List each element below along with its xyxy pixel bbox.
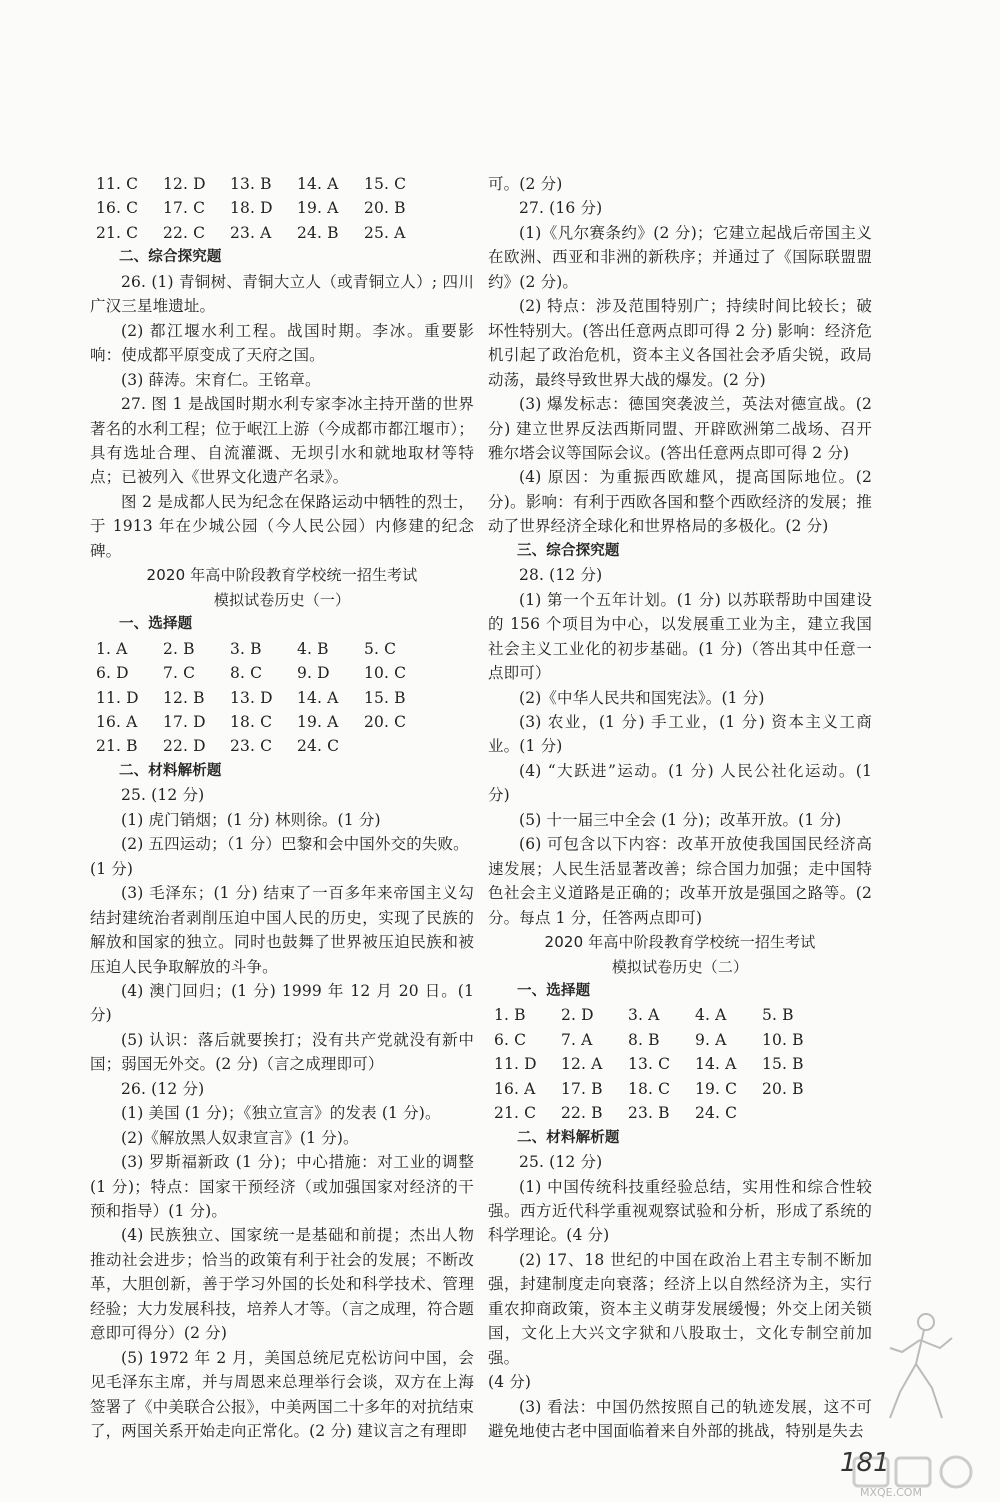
answer-cell: 15. C [364,175,407,193]
section-heading: 一、选择题 [119,616,193,633]
answer-row [488,1077,872,1101]
answer-cell: 8. C [230,664,263,683]
answer-cell: 7. A [561,1030,593,1049]
answer-cell: 14. A [695,1055,737,1074]
answer-cell: 4. B [297,639,329,658]
answer-cell: 15. B [364,688,406,707]
answer-cell: 3. B [230,639,262,658]
left-column [90,172,474,1444]
answer-paragraph: (5) 十一届三中全会 (1 分)；改革开放。(1 分) [519,810,842,829]
answer-cell: 21. C [494,1104,537,1123]
answer-row [90,196,474,220]
answer-paragraph: (5) 认识：落后就要挨打；没有共产党就没有新中国；弱国无外交。(2 分)（言之成理即可） [90,1030,474,1074]
answer-paragraph: (4) 原因：为重振西欧雄风，提高国际地位。(2 分)。影响：有利于西欧各国和整个西欧经济的发展；推动了世界经济全球化和世界格局的多极化。(2 分) [488,468,872,536]
answer-cell: 6. C [494,1030,527,1049]
answer-paragraph: (3) 看法：中国仍然按照自己的轨迹发展，这不可避免地使古老中国面临着来自外部的挑战，特别是失去 [488,1397,872,1441]
exam-title: 2020 年高中阶段教育学校统一招生考试 [146,566,418,585]
answer-paragraph: (6) 可包含以下内容：改革开放使我国国民经济高速发展；人民生活显著改善；综合国力加强；走中国特色社会主义道路是正确的；改革开放是强国之路等。(2 分。每点 1 分，任答两点即可) [488,835,872,927]
answer-cell: 23. B [628,1104,670,1123]
answer-paragraph: (3) 毛泽东；(1 分) 结束了一百多年来帝国主义勾结封建统治者剥削压迫中国人民的历史，实现了民族的解放和国家的独立。同时也鼓舞了世界被压迫民族和被压迫人民争取解放的斗争。 [90,884,474,976]
answer-cell: 5. B [762,1006,794,1025]
answer-paragraph: 26. (1) 青铜树、青铜大立人（或青铜立人）; 四川广汉三星堆遗址。 [90,272,474,316]
answer-paragraph: (3) 罗斯福新政 (1 分)；中心措施：对工业的调整 (1 分)；特点：国家干预经济（或加强国家对经济的干预和指导）(1 分)。 [90,1153,474,1221]
answer-cell: 12. A [561,1055,603,1074]
answer-cell: 9. D [297,664,330,683]
answer-cell: 15. B [762,1055,804,1074]
answer-row [90,661,474,685]
answer-cell: 22. D [163,737,206,756]
answer-paragraph: 25. (12 分) [519,1153,603,1172]
answer-cell [364,734,431,758]
answer-paragraph: 图 2 是成都人民为纪念在保路运动中牺牲的烈士，于 1913 年在少城公园（今人民公园）内修建的纪念碑。 [90,492,474,560]
svg-text:MXQE.COM: MXQE.COM [860,1486,922,1499]
answer-paragraph: 26. (12 分) [121,1079,205,1098]
answer-cell: 19. A [297,712,339,731]
exam-title: 模拟试卷历史（一） [213,590,351,609]
answer-cell: 13. D [230,688,273,707]
answer-cell: 23. A [230,223,272,242]
answer-cell: 17. B [561,1079,603,1098]
section-heading: 二、材料解析题 [119,762,222,779]
answer-cell: 8. B [628,1030,660,1049]
paragraph-continuation: (4 分) [488,1373,532,1392]
answer-cell: 11. C [96,175,139,193]
answer-paragraph: (4) 民族独立、国家统一是基础和前提；杰出人物推动社会进步；恰当的政策有利于社会的发展；不断改革，大胆创新，善于学习外国的长处和科学技术、管理经验；大力发展科技，培养人才等。（言之成理，符合题意即可得分）(2 分) [90,1226,474,1343]
answer-paragraph: (1) 中国传统科技重经验总结，实用性和综合性较强。西方近代科学重视观察试验和分析，形成了系统的科学理论。(4 分) [488,1177,872,1245]
answer-cell: 4. A [695,1006,727,1025]
answer-paragraph: (4) “大跃进”运动。(1 分) 人民公社化运动。(1 分) [488,761,872,805]
answer-paragraph: (1) 第一个五年计划。(1 分) 以苏联帮助中国建设的 156 个项目为中心，以发展重工业为主，建立我国社会主义工业化的初步基础。(1 分)（答出其中任意一点即可） [488,590,872,683]
answer-cell: 22. B [561,1104,603,1123]
answer-cell: 11. D [96,688,139,707]
answer-cell: 24. C [695,1104,738,1123]
answer-paragraph: 25. (12 分) [121,786,205,805]
answer-cell: 16. A [494,1079,536,1098]
answer-cell: 19. C [695,1079,738,1098]
answer-cell: 13. C [628,1055,671,1074]
answer-row [488,1028,872,1052]
answer-paragraph: (3) 农业，(1 分) 手工业，(1 分) 资本主义工商业。(1 分) [488,712,872,756]
answer-cell: 18. C [230,712,273,731]
answer-cell: 17. C [163,199,206,218]
answer-paragraph: (2) 都江堰水利工程。战国时期。李冰。重要影响：使成都平原变成了天府之国。 [90,321,474,365]
answer-cell: 9. A [695,1030,727,1049]
exam-title: 模拟试卷历史（二） [611,957,749,976]
answer-cell: 21. B [96,737,138,756]
answer-paragraph: (2) 特点：涉及范围特别广；持续时间比较长；破坏性特别大。(答出任意两点即可得 2 分) 影响：经济危机引起了政治危机，资本主义各国社会矛盾尖锐，政局动荡，最终导致世界大战的爆发。(2 分) [488,297,872,389]
answer-cell: 20. B [762,1079,804,1098]
answer-cell: 16. C [96,199,139,218]
answer-paragraph: 27. 图 1 是战国时期水利专家李冰主持开凿的世界著名的水利工程；位于岷江上游（今成都市都江堰市）；具有选址合理、自流灌溉、无坝引水和就地取材等特点；已被列入《世界文化遗产名录》。 [90,395,474,487]
answer-row [488,1003,872,1027]
answer-cell: 24. B [297,223,339,242]
answer-cell: 20. C [364,712,407,731]
answer-cell: 11. D [494,1055,537,1074]
paragraph-continuation: (1 分) [90,859,134,878]
answer-cell: 19. A [297,199,339,218]
section-heading: 二、综合探究题 [119,249,222,266]
answer-paragraph: (1) 虎门销烟；(1 分) 林则徐。(1 分) [121,810,381,829]
answer-cell [762,1101,829,1125]
answer-row [90,686,474,710]
answer-paragraph: 27. (16 分) [519,199,603,218]
answer-cell: 5. C [364,639,397,658]
answer-cell: 14. A [297,688,339,707]
answer-cell: 1. B [494,1006,526,1025]
answer-paragraph: (2)《解放黑人奴隶宣言》(1 分)。 [121,1128,359,1147]
answer-cell: 2. B [163,639,195,658]
paragraph-continuation: 可。(2 分) [488,175,563,193]
right-column [488,172,872,1444]
section-heading: 二、材料解析题 [517,1129,620,1146]
answer-paragraph: (1)《凡尔赛条约》(2 分)；它建立起战后帝国主义在欧洲、西亚和非洲的新秩序；并通过了《国际联盟盟约》(2 分)。 [488,223,872,291]
section-heading: 三、综合探究题 [517,542,620,559]
answer-cell: 13. B [230,175,272,193]
answer-paragraph: (1) 美国 (1 分)；《独立宣言》的发表 (1 分)。 [121,1104,441,1123]
answer-cell: 14. A [297,175,339,193]
answer-paragraph: (5) 1972 年 2 月，美国总统尼克松访问中国，会见毛泽东主席，并与周恩来总理举行会谈，双方在上海签署了《中美联合公报》，中美两国二十多年的对抗结束了，两国关系开始走向正常化。(2 分) 建议言之有理即 [90,1348,474,1441]
answer-row [90,637,474,661]
answer-row [90,221,474,245]
answer-cell: 22. C [163,223,206,242]
answer-cell: 18. D [230,199,273,218]
section-heading: 一、选择题 [517,982,591,999]
answer-cell: 2. D [561,1006,594,1025]
answer-paragraph: (4) 澳门回归；(1 分) 1999 年 12 月 20 日。(1 分) [90,981,474,1025]
answer-cell: 17. D [163,712,206,731]
answer-cell: 20. B [364,199,406,218]
answer-cell: 7. C [163,664,196,683]
answer-cell: 25. A [364,223,406,242]
answer-cell: 6. D [96,664,129,683]
answer-row [90,710,474,734]
answer-cell: 12. D [163,175,206,193]
answer-paragraph: (2)《中华人民共和国宪法》。(1 分) [519,688,765,707]
answer-row [488,1101,872,1125]
exam-title: 2020 年高中阶段教育学校统一招生考试 [544,933,816,952]
answer-paragraph: (3) 爆发标志：德国突袭波兰，英法对德宣战。(2 分) 建立世界反法西斯同盟、开辟欧洲第二战场、召开雅尔塔会议等国际会议。(答出任意两点即可得 2 分) [488,395,872,462]
runner-illustration [880,1308,960,1428]
answer-cell: 10. C [364,664,407,683]
answer-row [90,172,474,196]
answer-cell: 16. A [96,712,138,731]
answer-paragraph: (3) 薛涛。宋育仁。王铭章。 [121,370,321,389]
watermark-logo [790,1452,995,1500]
answer-cell: 12. B [163,688,205,707]
answer-row [90,734,474,758]
page-number: 181 [840,1448,890,1478]
answer-cell: 1. A [96,639,128,658]
answer-cell: 23. C [230,737,273,756]
answer-paragraph: (2) 17、18 世纪的中国在政治上君主专制不断加强，封建制度走向衰落；经济上以自然经济为主，实行重农抑商政策，资本主义萌芽发展缓慢；外交上闭关锁国，文化上大兴文字狱和八股取士，文化专制空前加强。 [488,1250,872,1367]
answer-cell: 21. C [96,223,139,242]
answer-row [488,1052,872,1076]
answer-cell: 10. B [762,1030,804,1049]
answer-cell: 24. C [297,737,340,756]
answer-cell: 18. C [628,1079,671,1098]
answer-paragraph: 28. (12 分) [519,566,603,585]
answer-cell: 3. A [628,1006,660,1025]
answer-paragraph: (2) 五四运动；（1 分）巴黎和会中国外交的失败。 [121,835,469,854]
